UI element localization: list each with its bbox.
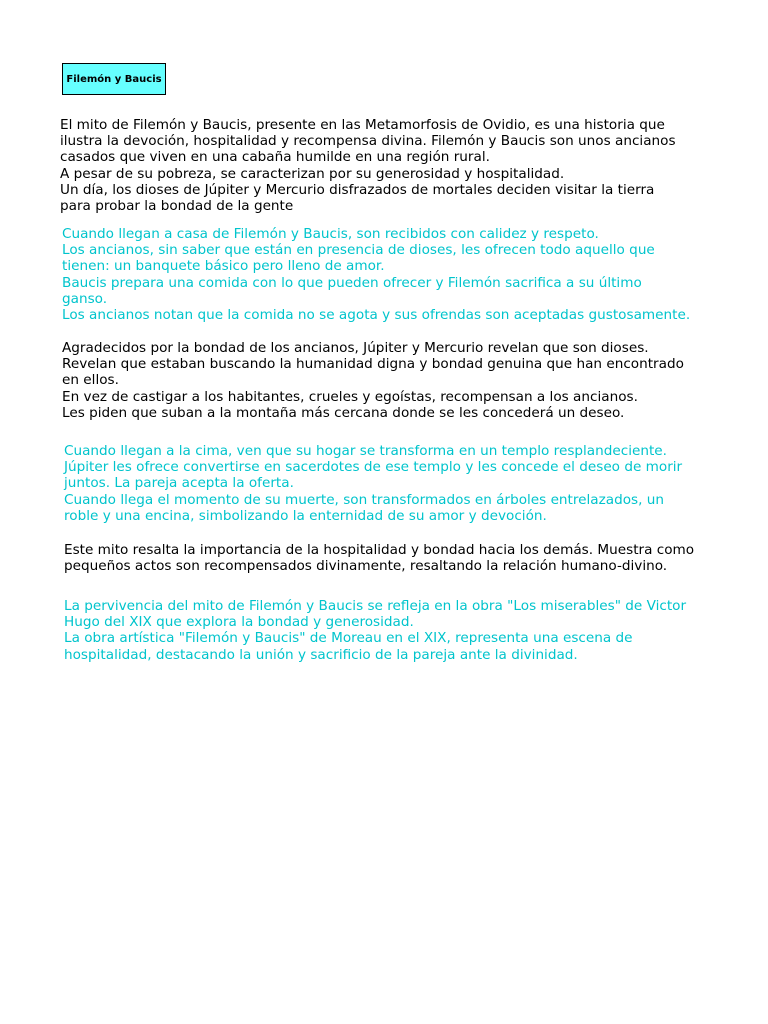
text-line: La pervivencia del mito de Filemón y Baucis se refleja en la obra "Los miserables" de Victor (64, 598, 687, 614)
text-line: ganso. (62, 290, 108, 307)
text-line: Agradecidos por la bondad de los ancianos, Júpiter y Mercurio revelan que son dioses. (62, 340, 649, 356)
text-line: en ellos. (62, 372, 119, 389)
text-line: hospitalidad, destacando la unión y sacrificio de la pareja ante la divinidad. (64, 646, 578, 663)
text-line: Les piden que suban a la montaña más cercana donde se les concederá un deseo. (62, 404, 625, 421)
text-line: Un día, los dioses de Júpiter y Mercurio disfrazados de mortales deciden visitar la tierra (60, 181, 655, 198)
text-line: Baucis prepara una comida con lo que pueden ofrecer y Filemón sacrifica a su último (62, 274, 642, 291)
text-line: tienen: un banquete básico pero lleno de amor. (62, 258, 385, 275)
text-line: En vez de castigar a los habitantes, crueles y egoístas, recompensan a los ancianos. (62, 388, 638, 405)
paragraph-transformation (64, 443, 682, 524)
text-line: para probar la bondad de la gente (60, 198, 294, 215)
text-line: pequeños actos son recompensados divinamente, resaltando la relación humano-divino. (64, 558, 668, 575)
text-line: Los ancianos, sin saber que están en presencia de dioses, les ofrecen todo aquello que (62, 242, 655, 259)
text-line: Cuando llegan a la cima, ven que su hogar se transforma en un templo resplandeciente. (64, 443, 667, 459)
paragraph-revelation (62, 340, 684, 421)
text-line: Este mito resalta la importancia de la hospitalidad y bondad hacia los demás. Muestra como (64, 542, 695, 558)
paragraph-legacy (64, 598, 686, 663)
text-line: A pesar de su pobreza, se caracterizan por su generosidad y hospitalidad. (60, 165, 565, 182)
document-title: Filemón y Baucis (62, 63, 166, 95)
text-line: Los ancianos notan que la comida no se agota y sus ofrendas son aceptadas gustosamente. (62, 307, 691, 324)
paragraph-moral (64, 542, 694, 574)
text-line: roble y una encina, simbolizando la enternidad de su amor y devoción. (64, 507, 547, 524)
text-line: Júpiter les ofrece convertirse en sacerdotes de ese templo y les concede el deseo de morir (64, 459, 683, 476)
text-line: ilustra la devoción, hospitalidad y recompensa divina. Filemón y Baucis son unos ancianos (60, 133, 676, 150)
text-line: Cuando llega el momento de su muerte, son transformados en árboles entrelazados, un (64, 491, 665, 508)
paragraph-introduction (60, 117, 676, 214)
text-line: La obra artística "Filemón y Baucis" de Moreau en el XIX, representa una escena de (64, 630, 633, 647)
text-line: casados que viven en una cabaña humilde en una región rural. (60, 149, 490, 166)
text-line: Cuando llegan a casa de Filemón y Baucis, son recibidos con calidez y respeto. (62, 226, 599, 242)
text-line: Hugo del XIX que explora la bondad y generosidad. (64, 614, 414, 631)
text-line: juntos. La pareja acepta la oferta. (64, 475, 294, 492)
paragraph-hospitality (62, 226, 690, 323)
text-line: El mito de Filemón y Baucis, presente en las Metamorfosis de Ovidio, es una historia que (60, 117, 665, 133)
text-line: Revelan que estaban buscando la humanidad digna y bondad genuina que han encontrado (62, 356, 684, 373)
